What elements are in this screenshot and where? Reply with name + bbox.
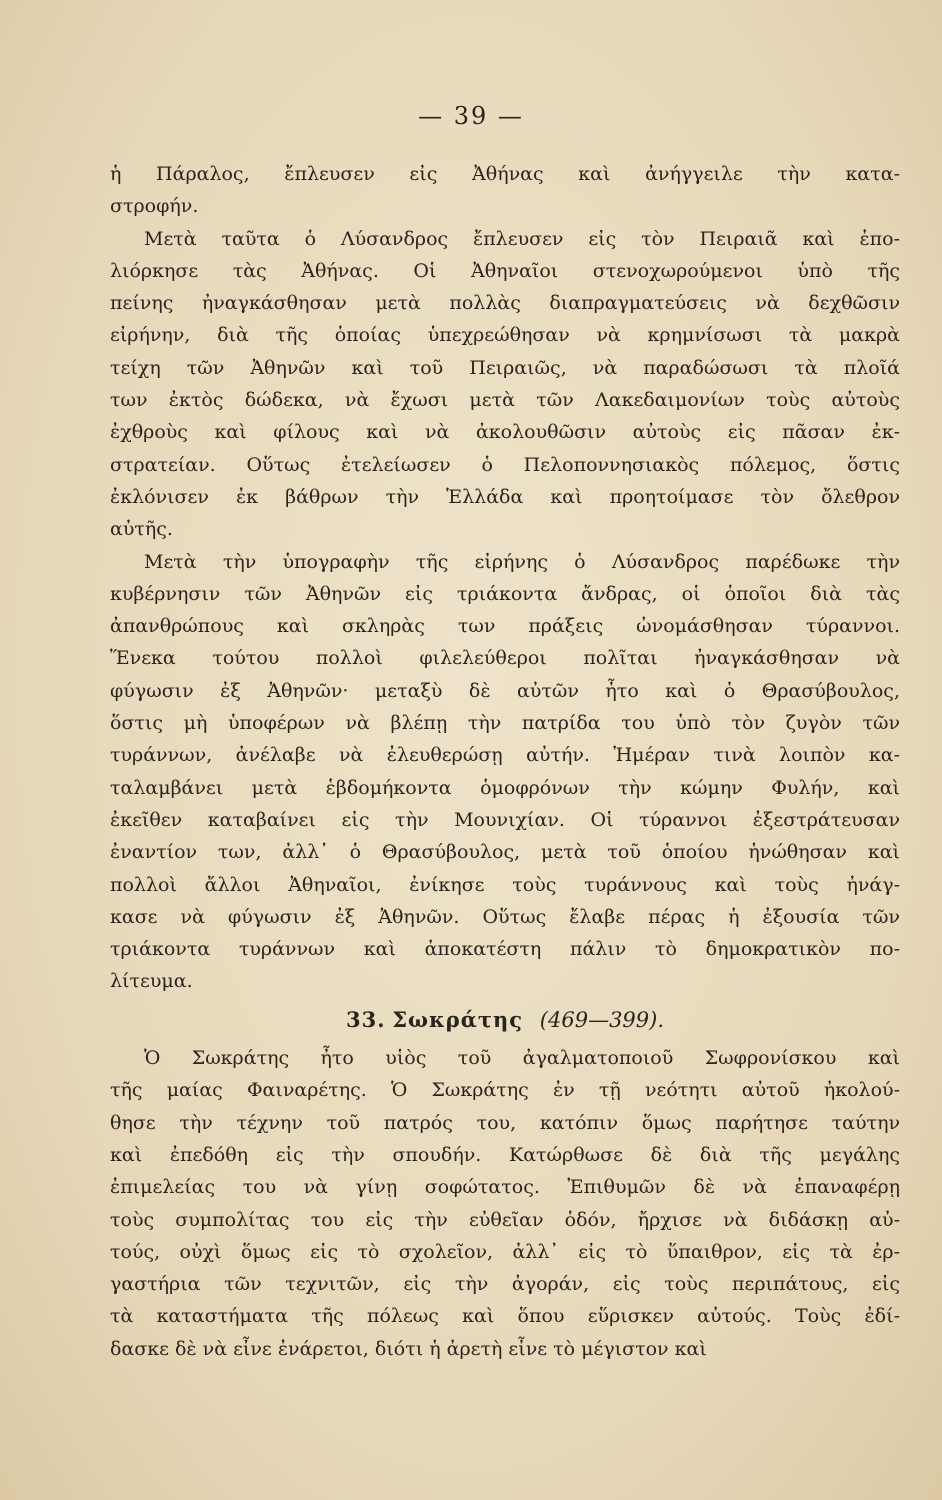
text-line: ἐκλόνισεν ἐκ βάθρων τὴν Ἑλλάδα καὶ προητοίμασε τὸν ὄλεθρον — [110, 485, 900, 508]
text-line: Ὁ Σωκράτης ἦτο υἱὸς τοῦ ἀγαλματοποιοῦ Σωφρονίσκου καὶ — [144, 1047, 900, 1070]
section-heading — [110, 1004, 900, 1036]
text-line: λιόρκησε τὰς Ἀθήνας. Οἱ Ἀθηναῖοι στενοχωρούμενοι ὑπὸ τῆς — [110, 259, 900, 282]
text-line: ἐκεῖθεν καταβαίνει εἰς τὴν Μουνιχίαν. Οἱ τύραννοι ἐξεστράτευσαν — [110, 808, 900, 831]
text-line: Μετὰ τὴν ὑπογραφὴν τῆς εἰρήνης ὁ Λύσανδρος παρέδωκε τὴν — [144, 550, 900, 573]
section-dates: (469—399). — [539, 1007, 665, 1032]
text-line: τυράννων, ἀνέλαβε νὰ ἐλευθερώσῃ αὐτήν. Ἡμέραν τινὰ λοιπὸν κα- — [110, 744, 900, 767]
text-line: δασκε δὲ νὰ εἶνε ἐνάρετοι, διότι ἡ ἀρετὴ εἶνε τὸ μέγιστον καὶ — [110, 1337, 707, 1360]
text-line: πολλοὶ ἄλλοι Ἀθηναῖοι, ἐνίκησε τοὺς τυράννους καὶ τοὺς ἠνάγ- — [110, 873, 900, 896]
paragraph — [110, 158, 900, 223]
text-line: στροφήν. — [110, 195, 199, 218]
text-line: τριάκοντα τυράννων καὶ ἀποκατέστη πάλιν τὸ δημοκρατικὸν πο- — [110, 938, 900, 961]
text-line: Ἕνεκα τούτου πολλοὶ φιλελεύθεροι πολῖται ἠναγκάσθησαν νὰ — [110, 647, 900, 670]
paragraph — [110, 1042, 900, 1365]
text-line: κασε νὰ φύγωσιν ἐξ Ἀθηνῶν. Οὕτως ἔλαβε πέρας ἡ ἐξουσία τῶν — [110, 905, 900, 928]
text-line: θησε τὴν τέχνην τοῦ πατρός του, κατόπιν ὅμως παρήτησε ταύτην — [110, 1111, 900, 1134]
text-line: λίτευμα. — [110, 970, 193, 993]
text-line: ἡ Πάραλος, ἔπλευσεν εἰς Ἀθήνας καὶ ἀνήγγειλε τὴν κατα- — [110, 163, 900, 185]
text-line: τείχη τῶν Ἀθηνῶν καὶ τοῦ Πειραιῶς, νὰ παραδώσωσι τὰ πλοῖά — [110, 356, 900, 379]
text-line: πείνης ἠναγκάσθησαν μετὰ πολλὰς διαπραγματεύσεις νὰ δεχθῶσιν — [110, 292, 900, 315]
text-line: Μετὰ ταῦτα ὁ Λύσανδρος ἔπλευσεν εἰς τὸν Πειραιᾶ καὶ ἐπο- — [144, 227, 900, 250]
page-number: — 39 — — [418, 102, 524, 130]
section-title: Σωκράτης — [392, 1006, 524, 1032]
text-line: καὶ ἐπεδόθη εἰς τὴν σπουδήν. Κατώρθωσε δὲ διὰ τῆς μεγάλης — [110, 1143, 900, 1166]
section-number: 33. — [345, 1006, 386, 1032]
page-body — [110, 158, 900, 1365]
text-line: κυβέρνησιν τῶν Ἀθηνῶν εἰς τριάκοντα ἄνδρας, οἱ ὁποῖοι διὰ τὰς — [110, 582, 900, 605]
text-line: ὅστις μὴ ὑποφέρων νὰ βλέπῃ τὴν πατρίδα του ὑπὸ τὸν ζυγὸν τῶν — [110, 712, 900, 735]
chapter-text — [110, 158, 900, 998]
text-line: τοὺς συμπολίτας του εἰς τὴν εὐθεῖαν ὁδόν, ἤρχισε νὰ διδάσκῃ αὐ- — [110, 1208, 900, 1231]
text-line: αὐτῆς. — [110, 518, 173, 541]
text-line: τούς, οὐχὶ ὅμως εἰς τὸ σχολεῖον, ἀλλ᾽ εἰς τὸ ὕπαιθρον, εἰς τὰ ἐρ- — [110, 1240, 900, 1263]
text-line: ἐναντίον των, ἀλλ᾽ ὁ Θρασύβουλος, μετὰ τοῦ ὁποίου ἡνώθησαν καὶ — [110, 841, 900, 864]
section-text — [110, 1042, 900, 1365]
text-line: φύγωσιν ἐξ Ἀθηνῶν· μεταξὺ δὲ αὐτῶν ἦτο καὶ ὁ Θρασύβουλος, — [110, 679, 900, 702]
text-line: των ἐκτὸς δώδεκα, νὰ ἔχωσι μετὰ τῶν Λακεδαιμονίων τοὺς αὐτοὺς — [110, 389, 900, 412]
text-line: ἐχθροὺς καὶ φίλους καὶ νὰ ἀκολουθῶσιν αὐτοὺς εἰς πᾶσαν ἐκ- — [110, 421, 900, 444]
paragraph — [110, 546, 900, 998]
text-line: ἐπιμελείας του νὰ γίνῃ σοφώτατος. Ἐπιθυμῶν δὲ νὰ ἐπαναφέρῃ — [110, 1176, 900, 1199]
text-line: τῆς μαίας Φαιναρέτης. Ὁ Σωκράτης ἐν τῇ νεότητι αὐτοῦ ἠκολού- — [110, 1079, 900, 1102]
text-line: ἀπανθρώπους καὶ σκληρὰς των πράξεις ὠνομάσθησαν τύραννοι. — [110, 615, 900, 638]
text-line: εἰρήνην, διὰ τῆς ὁποίας ὑπεχρεώθησαν νὰ κρημνίσωσι τὰ μακρὰ — [110, 324, 900, 347]
paragraph — [110, 223, 900, 546]
text-line: ταλαμβάνει μετὰ ἑβδομήκοντα ὁμοφρόνων τὴν κώμην Φυλήν, καὶ — [110, 776, 900, 799]
text-line: στρατείαν. Οὕτως ἐτελείωσεν ὁ Πελοποννησιακὸς πόλεμος, ὅστις — [110, 453, 900, 476]
text-line: τὰ καταστήματα τῆς πόλεως καὶ ὅπου εὕρισκεν αὐτούς. Τοὺς ἐδί- — [110, 1305, 900, 1328]
text-line: γαστήρια τῶν τεχνιτῶν, εἰς τὴν ἀγοράν, εἰς τοὺς περιπάτους, εἰς — [110, 1273, 900, 1296]
